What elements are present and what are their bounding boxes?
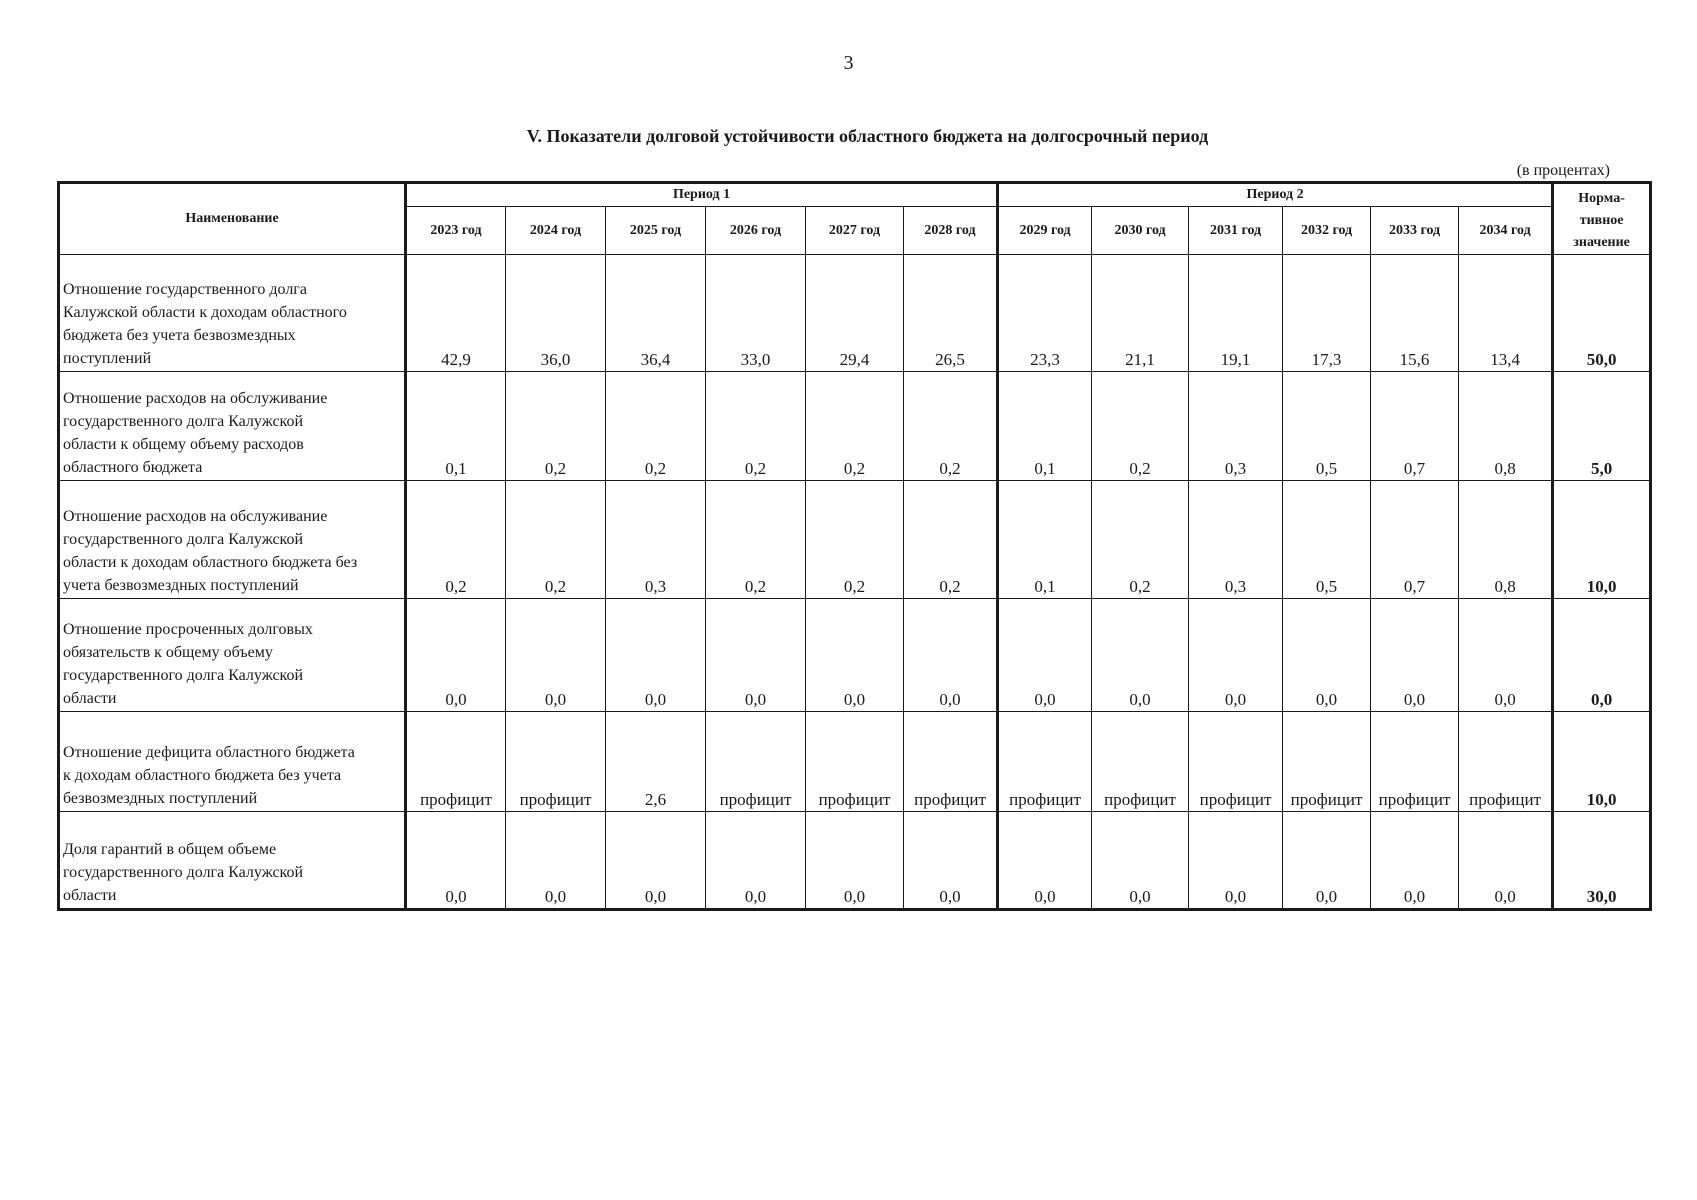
indicator-name-line: к доходам областного бюджета без учета bbox=[63, 767, 342, 785]
value-cell: профицит bbox=[998, 711, 1092, 811]
value-cell: 2,6 bbox=[606, 711, 706, 811]
value-cell: 0,2 bbox=[806, 371, 904, 481]
norm-value-cell: 30,0 bbox=[1553, 812, 1651, 910]
year-header: 2027 год bbox=[806, 207, 904, 255]
value-cell: 19,1 bbox=[1189, 255, 1283, 372]
year-header: 2025 год bbox=[606, 207, 706, 255]
table-row bbox=[59, 371, 1651, 481]
value-cell: профицит bbox=[904, 711, 998, 811]
value-cell: 0,5 bbox=[1283, 371, 1371, 481]
indicator-name-line: обязательств к общему объему bbox=[63, 643, 273, 661]
value-cell: 0,8 bbox=[1459, 481, 1553, 599]
page-number: 3 bbox=[843, 52, 854, 74]
indicator-name-line: области bbox=[63, 887, 117, 904]
value-cell: 0,0 bbox=[1092, 812, 1189, 910]
value-cell: 33,0 bbox=[706, 255, 806, 372]
period-2-header: Период 2 bbox=[998, 183, 1553, 207]
value-cell: 0,3 bbox=[1189, 481, 1283, 599]
value-cell: 36,0 bbox=[506, 255, 606, 372]
value-cell: 0,0 bbox=[706, 598, 806, 711]
table-body bbox=[59, 255, 1651, 910]
value-cell: 0,0 bbox=[406, 598, 506, 711]
value-cell: 0,3 bbox=[1189, 371, 1283, 481]
value-cell: 0,0 bbox=[1371, 598, 1459, 711]
norm-value-cell: 10,0 bbox=[1553, 711, 1651, 811]
norm-header-line: значение bbox=[1573, 235, 1630, 250]
indicator-name-line: государственного долга Калужской bbox=[63, 864, 304, 881]
table-row bbox=[59, 711, 1651, 811]
value-cell: 0,2 bbox=[904, 481, 998, 599]
value-cell: 0,1 bbox=[998, 481, 1092, 599]
year-header: 2028 год bbox=[904, 207, 998, 255]
value-cell: 0,0 bbox=[1283, 598, 1371, 711]
value-cell: 0,8 bbox=[1459, 371, 1553, 481]
value-cell: 0,2 bbox=[506, 481, 606, 599]
year-header: 2024 год bbox=[506, 207, 606, 255]
indicator-name-line: области к доходам областного бюджета без bbox=[63, 553, 358, 571]
value-cell: 0,1 bbox=[998, 371, 1092, 481]
indicator-name-line: государственного долга Калужской bbox=[63, 666, 304, 684]
value-cell: 0,5 bbox=[1283, 481, 1371, 599]
value-cell: 0,0 bbox=[1283, 812, 1371, 910]
value-cell: 0,0 bbox=[506, 598, 606, 711]
year-header: 2032 год bbox=[1283, 207, 1371, 255]
value-cell: 0,7 bbox=[1371, 371, 1459, 481]
norm-value-cell: 50,0 bbox=[1553, 255, 1651, 372]
indicator-name-line: безвозмездных поступлений bbox=[63, 790, 258, 808]
header-row-periods bbox=[59, 183, 1651, 207]
value-cell: 0,0 bbox=[1092, 598, 1189, 711]
value-cell: 0,2 bbox=[904, 371, 998, 481]
value-cell: 0,2 bbox=[1092, 371, 1189, 481]
value-cell: 0,2 bbox=[806, 481, 904, 599]
indicator-name-line: бюджета без учета безвозмездных bbox=[63, 326, 296, 344]
table-row bbox=[59, 481, 1651, 599]
table-row bbox=[59, 812, 1651, 910]
value-cell: 42,9 bbox=[406, 255, 506, 372]
value-cell: 0,0 bbox=[506, 812, 606, 910]
value-cell: 15,6 bbox=[1371, 255, 1459, 372]
indicator-name-line: Отношение дефицита областного бюджета bbox=[63, 744, 355, 762]
value-cell: 0,0 bbox=[1371, 812, 1459, 910]
value-cell: 0,0 bbox=[1189, 812, 1283, 910]
indicator-name-line: государственного долга Калужской bbox=[63, 530, 304, 548]
indicator-name-cell bbox=[59, 812, 406, 910]
value-cell: 0,1 bbox=[406, 371, 506, 481]
indicator-name-line: Доля гарантий в общем объеме bbox=[63, 841, 277, 858]
indicator-name-line: государственного долга Калужской bbox=[63, 413, 304, 431]
year-header: 2034 год bbox=[1459, 207, 1553, 255]
value-cell: профицит bbox=[1092, 711, 1189, 811]
value-cell: 0,0 bbox=[904, 812, 998, 910]
indicator-name-line: Отношение расходов на обслуживание bbox=[63, 507, 328, 525]
value-cell: 0,2 bbox=[706, 371, 806, 481]
year-header: 2026 год bbox=[706, 207, 806, 255]
value-cell: 0,0 bbox=[998, 812, 1092, 910]
value-cell: 0,0 bbox=[806, 812, 904, 910]
value-cell: 0,0 bbox=[606, 812, 706, 910]
debt-sustainability-table bbox=[57, 181, 1652, 911]
norm-value-cell: 10,0 bbox=[1553, 481, 1651, 599]
name-column-header: Наименование bbox=[59, 183, 406, 255]
indicator-name-line: Отношение расходов на обслуживание bbox=[63, 390, 328, 408]
indicator-name-cell bbox=[59, 711, 406, 811]
value-cell: профицит bbox=[506, 711, 606, 811]
value-cell: 23,3 bbox=[998, 255, 1092, 372]
indicator-name-line: Отношение просроченных долговых bbox=[63, 620, 313, 638]
value-cell: профицит bbox=[1459, 711, 1553, 811]
value-cell: 0,0 bbox=[904, 598, 998, 711]
value-cell: 0,0 bbox=[1459, 598, 1553, 711]
value-cell: профицит bbox=[1189, 711, 1283, 811]
value-cell: 0,2 bbox=[1092, 481, 1189, 599]
indicator-name-cell bbox=[59, 598, 406, 711]
value-cell: 0,0 bbox=[406, 812, 506, 910]
indicator-name-line: поступлений bbox=[63, 349, 152, 367]
value-cell: профицит bbox=[406, 711, 506, 811]
value-cell: профицит bbox=[1283, 711, 1371, 811]
table-row bbox=[59, 255, 1651, 372]
value-cell: 0,2 bbox=[606, 371, 706, 481]
indicator-name-line: учета безвозмездных поступлений bbox=[63, 576, 299, 594]
value-cell: 26,5 bbox=[904, 255, 998, 372]
value-cell: 0,0 bbox=[606, 598, 706, 711]
value-cell: 0,3 bbox=[606, 481, 706, 599]
value-cell: профицит bbox=[806, 711, 904, 811]
value-cell: 0,0 bbox=[1459, 812, 1553, 910]
indicator-name-cell bbox=[59, 371, 406, 481]
value-cell: 21,1 bbox=[1092, 255, 1189, 372]
value-cell: 0,2 bbox=[706, 481, 806, 599]
year-header: 2029 год bbox=[998, 207, 1092, 255]
value-cell: 0,0 bbox=[1189, 598, 1283, 711]
indicator-name-cell bbox=[59, 481, 406, 599]
norm-value-cell: 0,0 bbox=[1553, 598, 1651, 711]
value-cell: 0,0 bbox=[998, 598, 1092, 711]
norm-value-cell: 5,0 bbox=[1553, 371, 1651, 481]
value-cell: 17,3 bbox=[1283, 255, 1371, 372]
value-cell: 0,2 bbox=[506, 371, 606, 481]
indicator-name-line: областного бюджета bbox=[63, 459, 203, 477]
value-cell: 13,4 bbox=[1459, 255, 1553, 372]
indicator-name-line: Калужской области к доходам областного bbox=[63, 303, 347, 321]
value-cell: 0,7 bbox=[1371, 481, 1459, 599]
year-header: 2023 год bbox=[406, 207, 506, 255]
value-cell: профицит bbox=[706, 711, 806, 811]
norm-header-line: тивное bbox=[1579, 213, 1624, 228]
indicator-name-cell bbox=[59, 255, 406, 372]
value-cell: профицит bbox=[1371, 711, 1459, 811]
norm-column-header bbox=[1553, 183, 1651, 255]
units-note: (в процентах) bbox=[1516, 162, 1610, 179]
norm-header-line: Норма- bbox=[1578, 191, 1625, 206]
value-cell: 0,2 bbox=[406, 481, 506, 599]
year-header: 2031 год bbox=[1189, 207, 1283, 255]
period-1-header: Период 1 bbox=[406, 183, 998, 207]
document-title: V. Показатели долговой устойчивости областного бюджета на долгосрочный период bbox=[526, 126, 1209, 146]
value-cell: 36,4 bbox=[606, 255, 706, 372]
value-cell: 0,0 bbox=[806, 598, 904, 711]
value-cell: 0,0 bbox=[706, 812, 806, 910]
indicator-name-line: области к общему объему расходов bbox=[63, 436, 304, 454]
year-header: 2033 год bbox=[1371, 207, 1459, 255]
indicator-name-line: Отношение государственного долга bbox=[63, 280, 307, 298]
value-cell: 29,4 bbox=[806, 255, 904, 372]
indicator-name-line: области bbox=[63, 689, 117, 707]
table-row bbox=[59, 598, 1651, 711]
year-header: 2030 год bbox=[1092, 207, 1189, 255]
